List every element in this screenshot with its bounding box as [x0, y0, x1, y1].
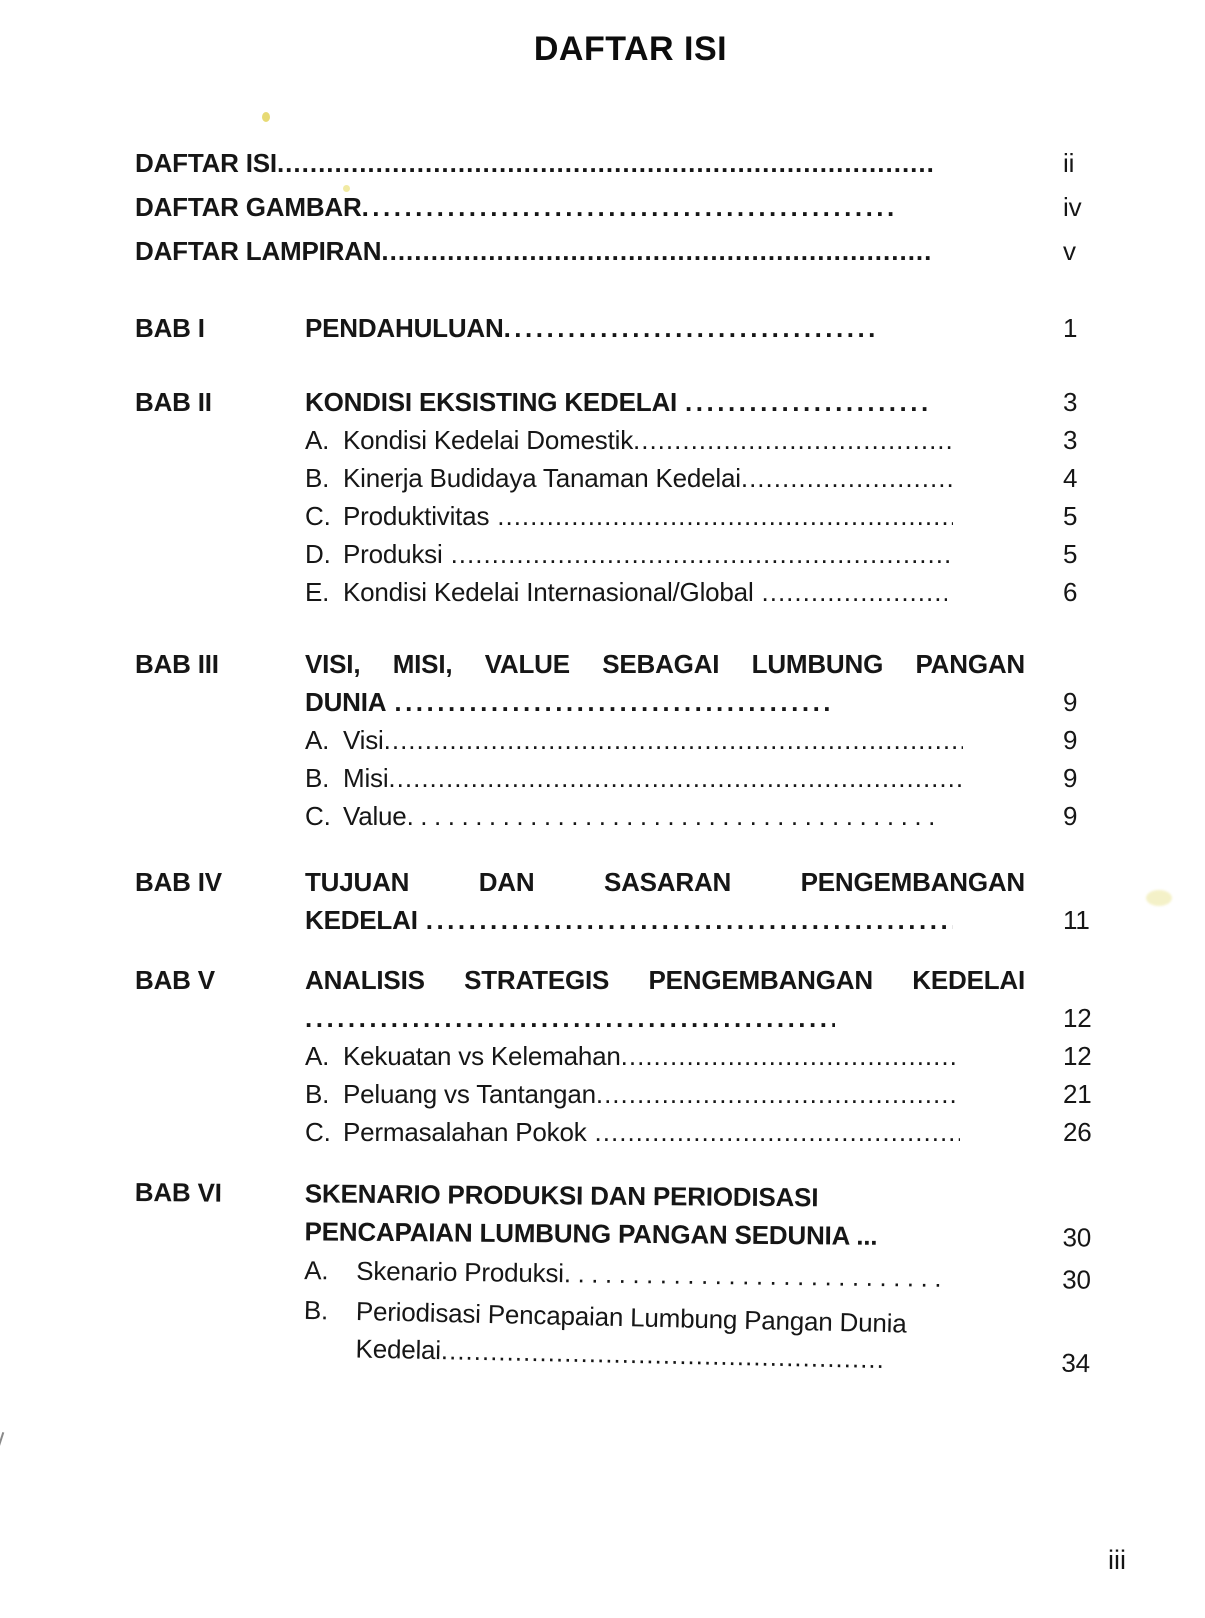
- item-letter: B.: [305, 1079, 330, 1109]
- leader-dots: [381, 229, 930, 273]
- toc-chapter-bab-6: [134, 1173, 1205, 1379]
- chapter-label: BAB VI: [134, 1176, 222, 1208]
- toc-subentry: [135, 459, 1205, 497]
- item-title: Kondisi Kedelai Domestik: [343, 425, 634, 455]
- page-number: 12: [1063, 1041, 1092, 1071]
- item-title: Misi: [343, 763, 389, 793]
- page-title: DAFTAR ISI: [533, 30, 728, 68]
- chapter-label: BAB I: [135, 313, 205, 343]
- entry-label: DAFTAR GAMBAR: [135, 192, 362, 222]
- toc-subentry: [135, 497, 1205, 535]
- item-letter: E.: [305, 577, 330, 607]
- page-number: iv: [1063, 192, 1082, 222]
- chapter-title: KONDISI EKSISTING KEDELAI: [305, 387, 678, 417]
- item-title: Kinerja Budidaya Tanaman Kedelai: [343, 463, 741, 493]
- item-title: Produktivitas: [343, 501, 490, 531]
- toc-subentry: [135, 573, 1205, 611]
- toc-entry-daftar-gambar: [135, 185, 1205, 229]
- item-letter: B.: [305, 763, 330, 793]
- scan-artifact-edge-mark: [0, 1432, 4, 1447]
- page-number: v: [1063, 236, 1076, 266]
- item-letter: C.: [305, 801, 331, 831]
- item-title: Permasalahan Pokok: [343, 1117, 587, 1147]
- item-letter: C.: [305, 501, 331, 531]
- page-number: 9: [1063, 687, 1078, 717]
- chapter-label: BAB II: [135, 387, 212, 417]
- leader-dots: [685, 383, 930, 421]
- chapter-title-line-1: ANALISIS STRATEGIS PENGEMBANGAN KEDELAI: [305, 965, 1025, 995]
- item-letter: B.: [305, 463, 330, 493]
- item-letter: B.: [303, 1294, 329, 1326]
- toc-subentry: [135, 1075, 1205, 1113]
- leader-dots: [621, 1037, 955, 1075]
- page-number: 9: [1063, 763, 1078, 793]
- leader-dots: [497, 497, 953, 535]
- toc-chapter-bab-4: [135, 863, 1205, 939]
- leader-dots: [762, 573, 947, 611]
- item-title: Kekuatan vs Kelemahan: [343, 1041, 621, 1071]
- page-number: 30: [1062, 1222, 1092, 1253]
- page-number: 21: [1063, 1079, 1092, 1109]
- item-title: Kondisi Kedelai Internasional/Global: [343, 577, 754, 607]
- item-letter: C.: [305, 1117, 331, 1147]
- toc-subentry: [135, 797, 1205, 835]
- leader-dots: [451, 535, 953, 573]
- scan-artifact-speck: [262, 112, 270, 122]
- toc-chapter-bab-2: [135, 383, 1205, 611]
- page-number: 4: [1063, 463, 1078, 493]
- page-number: 9: [1063, 801, 1078, 831]
- leader-dots: [426, 901, 953, 939]
- item-letter: D.: [305, 539, 331, 569]
- item-letter: A.: [305, 725, 330, 755]
- chapter-title-line-2: KEDELAI: [305, 905, 418, 935]
- leader-dots: [388, 759, 963, 797]
- toc-chapter-bab-3: [135, 645, 1205, 835]
- chapter-title-line-2: PENCAPAIAN LUMBUNG PANGAN SEDUNIA ...: [304, 1216, 878, 1251]
- page-number: 9: [1063, 725, 1078, 755]
- toc-subentry: [135, 535, 1205, 573]
- chapter-title-line-1: VISI, MISI, VALUE SEBAGAI LUMBUNG PANGAN: [305, 649, 1025, 679]
- chapter-title-line-2: DUNIA: [305, 687, 387, 717]
- page-number: 5: [1063, 501, 1078, 531]
- page-number: 26: [1063, 1117, 1092, 1147]
- toc-chapter-bab-5: [135, 961, 1205, 1151]
- chapter-title: PENDAHULUAN: [305, 313, 504, 343]
- footer-page-number: iii: [1108, 1545, 1126, 1575]
- page-number: 34: [1061, 1347, 1091, 1379]
- chapter-title-line-1: SKENARIO PRODUKSI DAN PERIODISASI: [304, 1178, 819, 1213]
- toc-entry-daftar-isi: [135, 141, 1205, 185]
- toc-subentry: [135, 1113, 1205, 1151]
- leader-dots: [596, 1075, 955, 1113]
- front-matter-list: [135, 141, 1205, 273]
- page-number: 12: [1063, 1003, 1092, 1033]
- item-title-line-1: Periodisasi Pencapaian Lumbung Pangan Dunia: [355, 1296, 907, 1339]
- chapter-label: BAB III: [135, 649, 219, 679]
- leader-dots: [633, 421, 953, 459]
- page-number: 5: [1063, 539, 1078, 569]
- toc-subentry: [135, 1037, 1205, 1075]
- toc-subentry: [135, 721, 1205, 759]
- item-letter: A.: [305, 1041, 330, 1071]
- leader-dots: [394, 683, 830, 721]
- leader-dots: [741, 459, 953, 497]
- page-number: 11: [1063, 905, 1090, 935]
- page-number: 3: [1063, 387, 1078, 417]
- entry-label: DAFTAR ISI: [135, 148, 277, 178]
- leader-dots: [441, 1331, 884, 1378]
- toc-subentry: [135, 759, 1205, 797]
- item-title: Peluang vs Tantangan: [343, 1079, 596, 1109]
- leader-dots: [362, 185, 897, 229]
- leader-dots: [504, 309, 880, 347]
- leader-dots: [595, 1113, 960, 1151]
- item-title: Value: [343, 801, 407, 831]
- toc-chapter-bab-1: [135, 309, 1205, 347]
- page-number: ii: [1063, 148, 1075, 178]
- page-number: 1: [1063, 313, 1078, 343]
- leader-dots: [384, 721, 963, 759]
- toc-subentry: [135, 421, 1205, 459]
- item-title-line-2: Kedelai: [355, 1333, 442, 1366]
- chapter-title-line-1: TUJUAN DAN SASARAN PENGEMBANGAN: [305, 867, 1025, 897]
- leader-dots: [564, 1254, 947, 1297]
- toc-entry-daftar-lampiran: [135, 229, 1205, 273]
- item-title: Skenario Produksi: [356, 1255, 565, 1289]
- leader-dots: [305, 999, 835, 1037]
- entry-label: DAFTAR LAMPIRAN: [135, 236, 382, 266]
- page-number: 30: [1062, 1264, 1091, 1295]
- page-number: 3: [1063, 425, 1078, 455]
- item-letter: A.: [304, 1255, 329, 1286]
- chapter-label: BAB V: [135, 965, 215, 995]
- item-title: Visi: [343, 725, 384, 755]
- chapter-label: BAB IV: [135, 867, 222, 897]
- leader-dots: [407, 797, 940, 835]
- leader-dots: [277, 141, 935, 185]
- page-number: 6: [1063, 577, 1078, 607]
- item-title: Produksi: [343, 539, 443, 569]
- item-letter: A.: [305, 425, 330, 455]
